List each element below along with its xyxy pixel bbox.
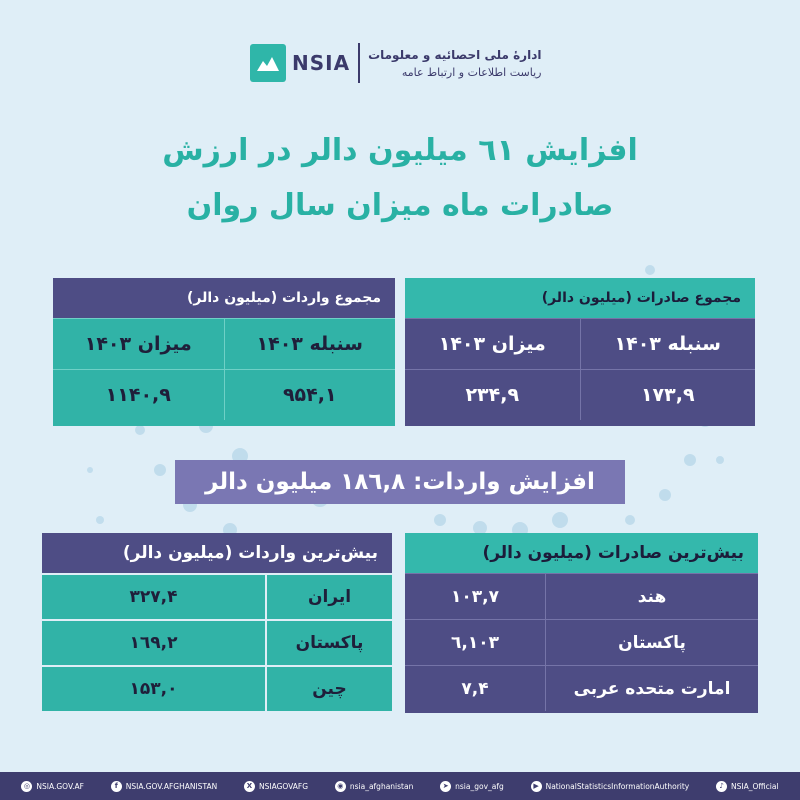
facebook-icon: f bbox=[111, 781, 122, 792]
top-exports-panel bbox=[405, 533, 758, 713]
nsia-emblem-icon bbox=[250, 44, 286, 82]
org-name: ادارهٔ ملی احصائیه و معلومات bbox=[368, 47, 542, 62]
total-exports-header: مجموع صادرات (میلیون دالر) bbox=[405, 278, 755, 318]
top-import-value: ۱٦۹,۲ bbox=[42, 621, 265, 665]
logo-abbreviation: NSIA bbox=[292, 51, 351, 75]
total-exports-value-1: ۱۷۳,۹ bbox=[581, 369, 756, 420]
total-exports-months-row bbox=[405, 318, 755, 369]
org-department: ریاست اطلاعات و ارتباط عامه bbox=[401, 65, 542, 79]
telegram-icon: ➤ bbox=[440, 781, 451, 792]
total-imports-header: مجموع واردات (میلیون دالر) bbox=[53, 278, 395, 318]
footer-label: nsia_afghanistan bbox=[349, 781, 414, 791]
top-import-value: ۱۵۳,۰ bbox=[42, 667, 265, 711]
total-imports-month-2: میزان ۱۴۰۳ bbox=[53, 318, 225, 369]
top-export-value: ۷,۴ bbox=[405, 666, 546, 711]
footer-link-x[interactable] bbox=[244, 781, 308, 792]
total-imports-months-row bbox=[53, 318, 395, 369]
top-imports-header: بیش‌ترین واردات (میلیون دالر) bbox=[42, 533, 392, 573]
total-exports-month-2: میزان ۱۴۰۳ bbox=[405, 318, 581, 369]
total-exports-values-row bbox=[405, 369, 755, 420]
footer-label: NSIAGOVAFG bbox=[258, 781, 309, 791]
top-import-country: ایران bbox=[267, 575, 392, 619]
footer-link-website[interactable] bbox=[21, 781, 84, 792]
top-export-country: پاکستان bbox=[618, 632, 686, 653]
headline-line-1: افزایش ٦١ میلیون دالر در ارزش bbox=[162, 133, 638, 168]
top-export-value: ۱۰۳,٦ bbox=[405, 620, 546, 665]
youtube-icon: ▶ bbox=[531, 781, 542, 792]
footer-label: NationalStatisticsInformationAuthority bbox=[545, 781, 690, 791]
footer-label: NSIA.GOV.AFGHANISTAN bbox=[125, 781, 218, 791]
total-imports-value-1: ۹۵۴,۱ bbox=[225, 369, 396, 420]
logo-divider bbox=[358, 43, 360, 83]
total-exports-month-1: سنبله ۱۴۰۳ bbox=[581, 318, 756, 369]
social-footer bbox=[0, 772, 800, 800]
footer-link-tiktok[interactable] bbox=[716, 781, 779, 792]
globe-icon: ◎ bbox=[21, 781, 32, 792]
table-row bbox=[42, 667, 392, 711]
tiktok-icon: ♪ bbox=[716, 781, 727, 792]
footer-link-instagram[interactable] bbox=[335, 781, 413, 792]
top-import-country: چین bbox=[267, 667, 392, 711]
top-import-value: ۳۲۷,۴ bbox=[42, 575, 265, 619]
table-row bbox=[42, 575, 392, 619]
total-imports-panel bbox=[53, 278, 395, 426]
footer-label: NSIA_Official bbox=[731, 781, 779, 791]
logo-text bbox=[368, 48, 541, 79]
table-row bbox=[405, 665, 758, 711]
total-exports-value-2: ۲۳۴,۹ bbox=[405, 369, 581, 420]
footer-label: NSIA.GOV.AF bbox=[36, 781, 84, 791]
top-exports-header: بیش‌ترین صادرات (میلیون دالر) bbox=[405, 533, 758, 573]
footer-link-facebook[interactable] bbox=[111, 781, 217, 792]
headline-line-2: صادرات ماه میزان سال روان bbox=[186, 188, 614, 223]
total-imports-value-2: ۱۱۴۰,۹ bbox=[53, 369, 225, 420]
x-icon: X bbox=[244, 781, 255, 792]
footer-label: nsia_gov_afg bbox=[455, 781, 504, 791]
table-row bbox=[42, 621, 392, 665]
nsia-logo bbox=[250, 38, 550, 88]
top-imports-panel bbox=[42, 533, 392, 713]
table-row bbox=[405, 619, 758, 665]
instagram-icon: ◉ bbox=[335, 781, 346, 792]
footer-link-youtube[interactable] bbox=[531, 781, 690, 792]
imports-increase-banner: افزایش واردات: ۱۸٦,۸ میلیون دالر bbox=[175, 460, 625, 504]
table-row bbox=[405, 573, 758, 619]
top-export-country: هند bbox=[637, 586, 667, 607]
top-export-value: ۱۰۳,۷ bbox=[405, 574, 546, 619]
top-export-country: امارت متحده عربی bbox=[573, 678, 731, 699]
footer-link-telegram[interactable] bbox=[440, 781, 504, 792]
total-exports-panel bbox=[405, 278, 755, 426]
total-imports-month-1: سنبله ۱۴۰۳ bbox=[225, 318, 396, 369]
top-import-country: پاکستان bbox=[267, 621, 392, 665]
total-imports-values-row bbox=[53, 369, 395, 420]
